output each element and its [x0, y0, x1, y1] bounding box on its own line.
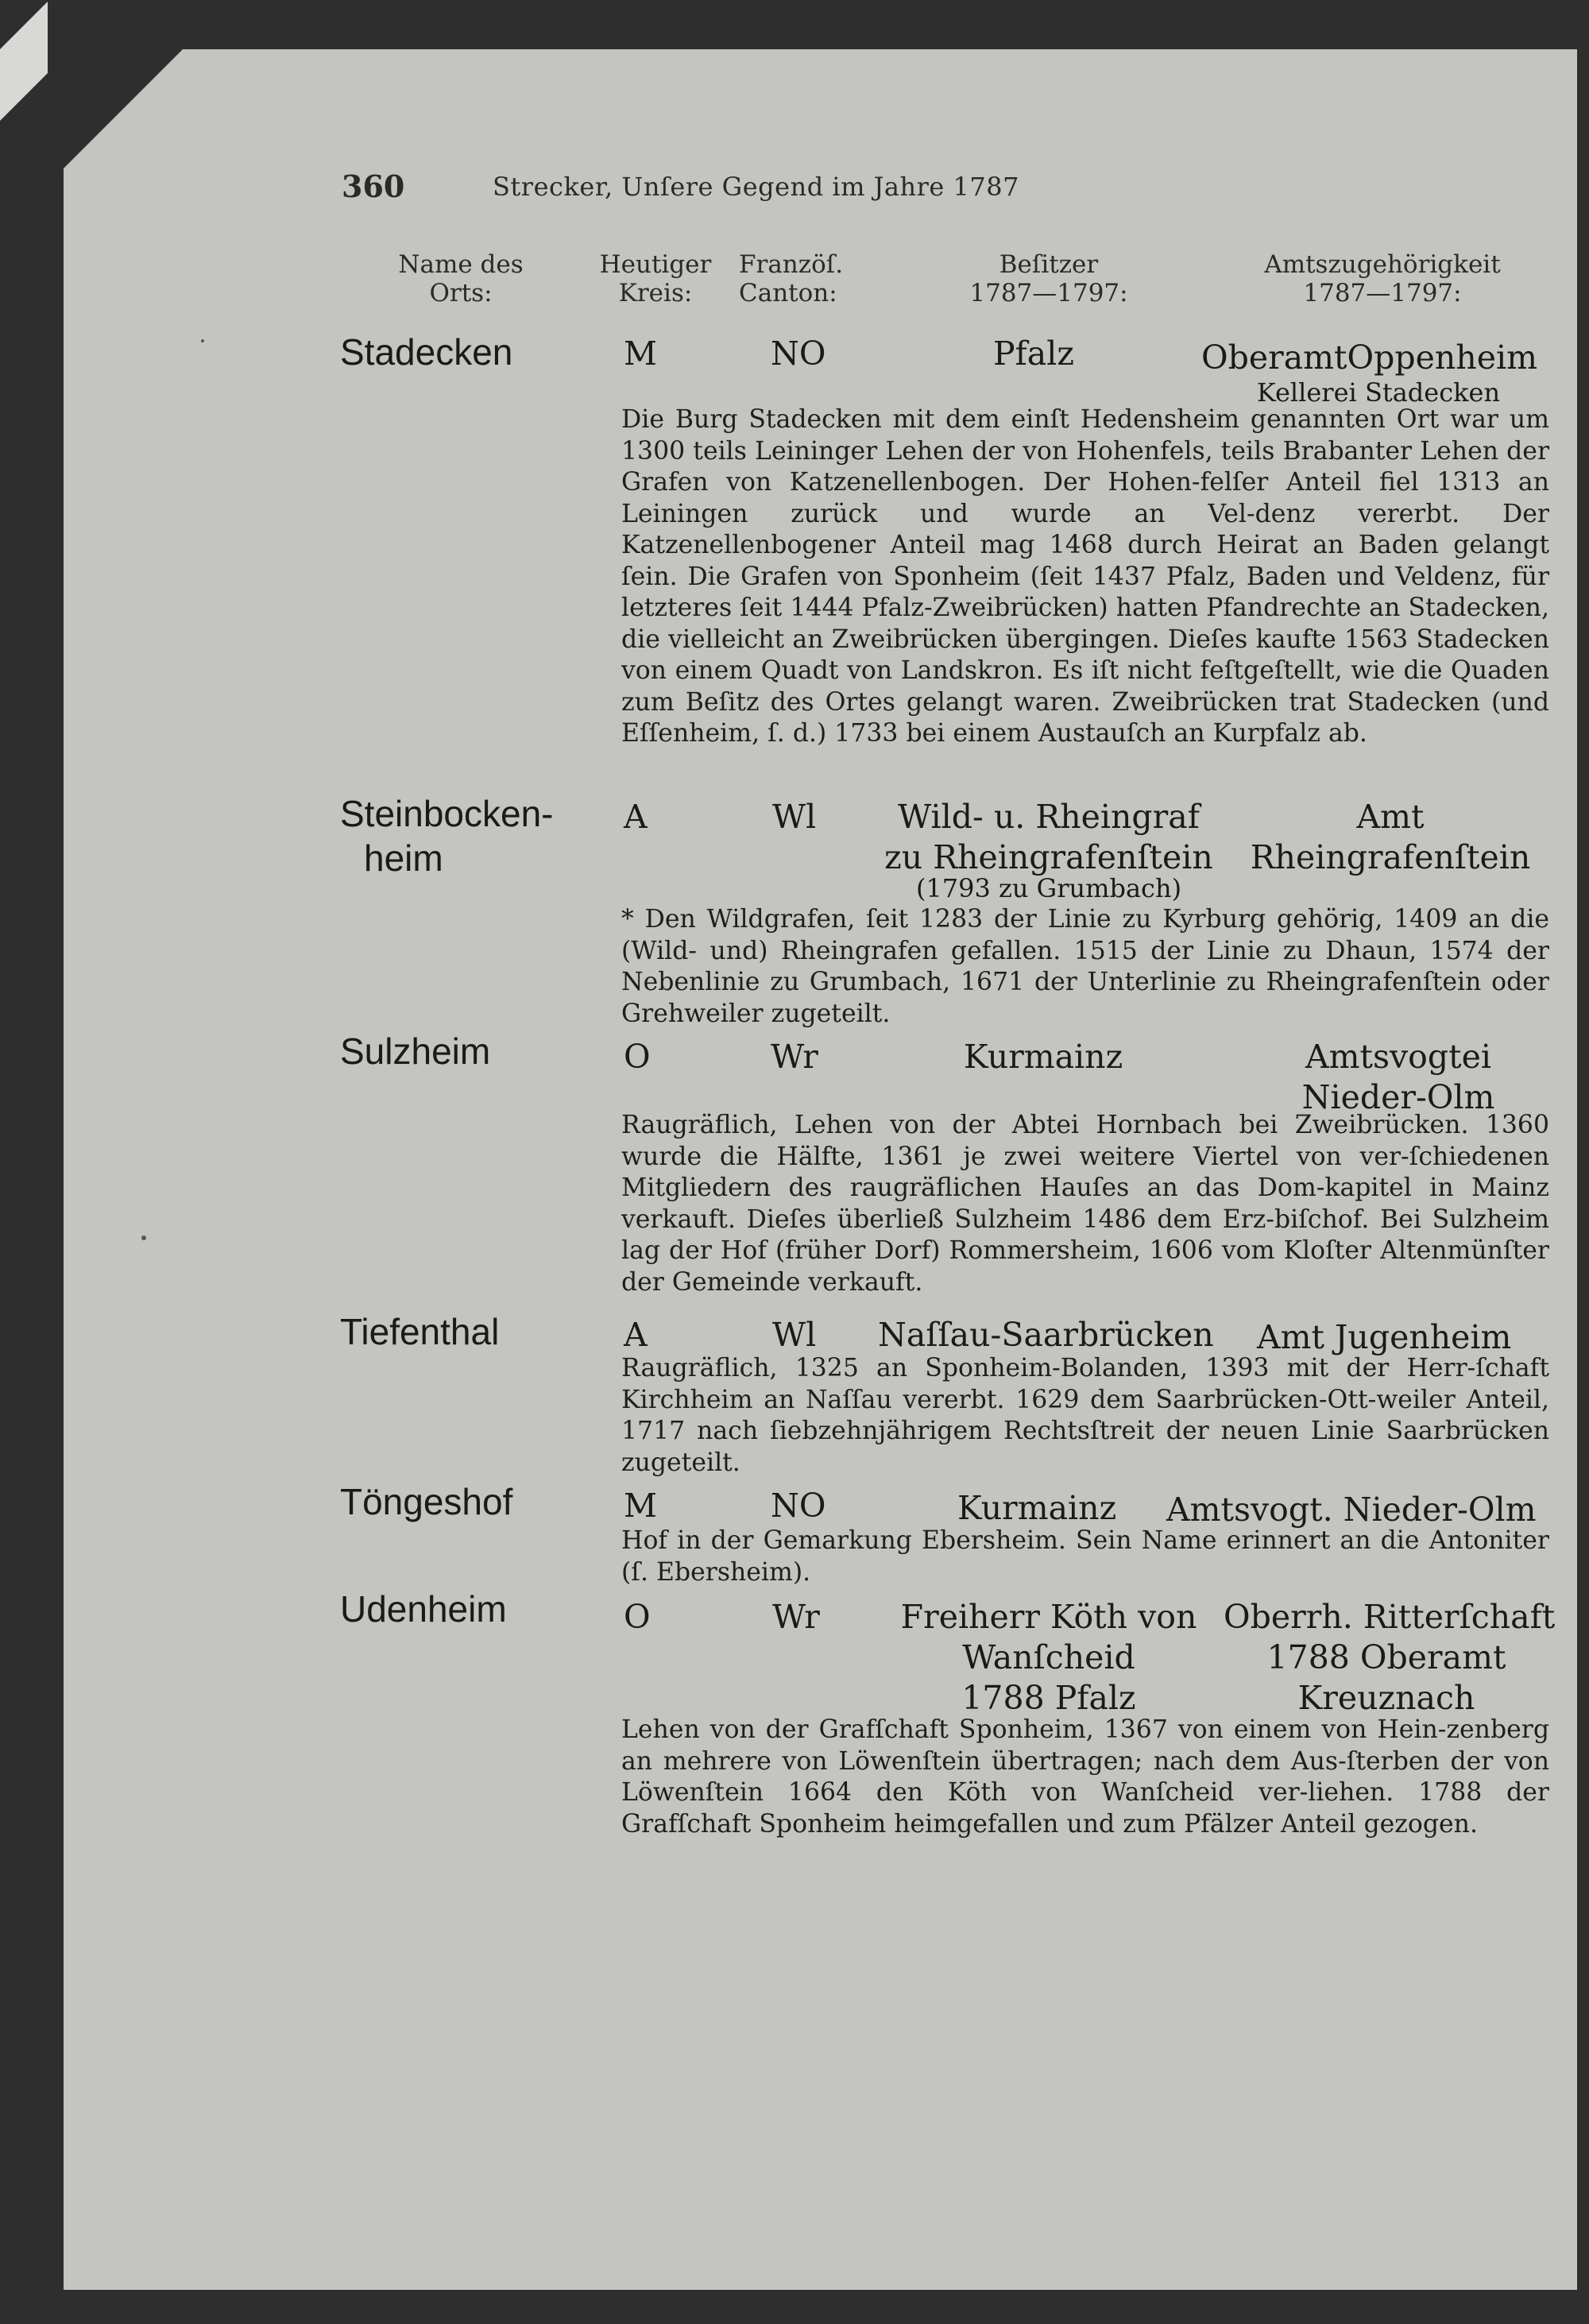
place-name: Tiefenthal [340, 1311, 500, 1352]
folded-corner-flap [0, 2, 48, 121]
entry-note: * Den Wildgrafen, ſeit 1283 der Linie zu Kyrburg gehörig, 1409 an die (Wild- und) Rheingrafen gefallen. 1515 der Linie zu Dhaun, 1574 der Nebenlinie zu Grumbach, 1671 der Unterlinie zu Rheingrafenſtein oder Grehweiler zugeteilt. [621, 905, 1549, 1028]
kreis-value: M [624, 334, 657, 373]
canton-value: NO [771, 334, 826, 373]
paper-speck [201, 339, 204, 342]
besitzer-subline: (1793 zu Grumbach) [915, 873, 1182, 903]
canton-value: Wl [772, 1316, 817, 1354]
amt-value: Amt Jugenheim [1257, 1318, 1512, 1356]
place-name: Stadecken [340, 331, 513, 373]
besitzer-value: Kurmainz [957, 1489, 1117, 1527]
kreis-value: A [624, 1316, 648, 1354]
kreis-value: O [624, 1038, 651, 1076]
amt-value: Amtsvogtei Nieder-Olm [1301, 1038, 1495, 1116]
column-heading-besitzer: Beſitzer 1787—1797: [969, 250, 1128, 307]
besitzer-value: Wild- u. Rheingraf zu Rheingrafenſtein [884, 798, 1213, 876]
entry-note: Raugräflich, 1325 an Sponheim-Bolanden, 1393 mit der Herr-ſchaft Kirchheim an Naſſau vererbt. 1629 dem Saarbrücken-Ott-weiler Anteil, 1717 nach ſiebzehnjährigem Rechtsſtreit der neuen Linie Saarbrücken zugeteilt. [621, 1354, 1549, 1477]
canton-value: Wr [772, 1598, 820, 1636]
kreis-value: A [624, 798, 648, 836]
kreis-value: O [624, 1598, 651, 1636]
entry-note: Hof in der Gemarkung Ebersheim. Sein Name erinnert an die Antoniter (ſ. Ebersheim). [621, 1526, 1549, 1587]
place-name: Töngeshof [340, 1481, 513, 1522]
amt-value: Amtsvogt. Nieder-Olm [1166, 1491, 1537, 1529]
besitzer-value: Naſſau-Saarbrücken [878, 1316, 1214, 1354]
paper-speck [141, 1235, 146, 1240]
entry-note: Lehen von der Grafſchaft Sponheim, 1367 von einem von Hein-zenberg an mehrere von Löwenſtein übertragen; nach dem Aus-ſterben der von Löwenſtein 1664 den Köth von Wanſcheid ver-liehen. 1788 der Grafſchaft Sponheim heimgefallen und zum Pfälzer Anteil gezogen. [621, 1715, 1549, 1839]
besitzer-value: Pfalz [993, 334, 1074, 373]
place-name: Steinbocken- heim [340, 793, 554, 879]
place-name: Sulzheim [340, 1031, 491, 1072]
canton-value: Wr [771, 1038, 818, 1076]
running-title: Strecker, Unſere Gegend im Jahre 1787 [493, 172, 1019, 202]
besitzer-value: Kurmainz [964, 1038, 1123, 1076]
place-name: Udenheim [340, 1588, 507, 1630]
kreis-value: M [624, 1487, 657, 1525]
canton-value: Wl [772, 798, 817, 836]
amt-value: Amt Rheingrafenſtein [1250, 798, 1531, 876]
besitzer-value: Freiherr Köth von Wanſcheid 1788 Pfalz [900, 1598, 1197, 1717]
column-heading-kreis: Heutiger Kreis: [599, 250, 712, 307]
column-heading-amt: Amtszugehörigkeit 1787—1797: [1264, 250, 1501, 307]
entry-note: Die Burg Stadecken mit dem einſt Hedensheim genannten Ort war um 1300 teils Leininger Lehen der von Hohenfels, teils Brabanter Lehen der Grafen von Katzenellenbogen. Der Hohen-felſer Anteil fiel 1313 an Leiningen zurück und wurde an Vel-denz vererbt. Der Katzenellenbogener Anteil mag 1468 durch Heirat an Baden gelangt ſein. Die Grafen von Sponheim (ſeit 1437 Pfalz, Baden und Veldenz, für letzteres ſeit 1444 Pfalz-Zweibrücken) hatten Pfandrechte an Stadecken, die vielleicht an Zweibrücken übergingen. Dieſes kaufte 1563 Stadecken von einem Quadt von Landskron. Es iſt nicht feſtgeſtellt, wie die Quaden zum Beſitz des Ortes gelangt waren. Zweibrücken trat Stadecken (und Eſſenheim, ſ. d.) 1733 bei einem Austauſch an Kurpfalz ab. [621, 405, 1549, 748]
column-heading-canton: Franzöſ. Canton: [739, 250, 844, 307]
folded-corner [64, 49, 183, 168]
entry-note: Raugräflich, Lehen von der Abtei Hornbach bei Zweibrücken. 1360 wurde die Hälfte, 1361 je zwei weitere Viertel von ver-ſchiedenen Mitgliedern des raugräflichen Hauſes an das Dom-kapitel in Mainz verkauft. Dieſes überließ Sulzheim 1486 dem Erz-biſchof. Bei Sulzheim lag der Hof (früher Dorf) Rommersheim, 1606 vom Kloſter Altenmünſter der Gemeinde verkauft. [621, 1111, 1549, 1297]
amt-value: OberamtOppenheim [1201, 338, 1537, 377]
page-number: 360 [342, 168, 405, 204]
canton-value: NO [771, 1487, 826, 1525]
column-heading-name: Name des Orts: [398, 250, 524, 307]
amt-subline: Kellerei Stadecken [1256, 377, 1501, 408]
amt-value: Oberrh. Ritterſchaft 1788 Oberamt Kreuznach [1224, 1598, 1556, 1717]
